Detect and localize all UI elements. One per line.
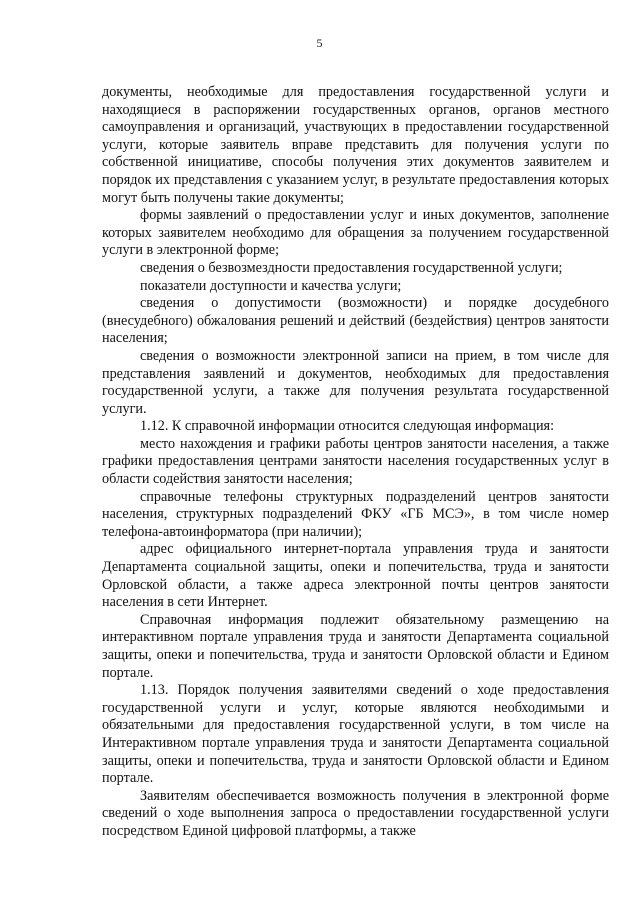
page-number: 5 bbox=[316, 36, 323, 50]
paragraph-section-1-12: 1.12. К справочной информации относится следующая информация: bbox=[140, 418, 555, 435]
document-body bbox=[102, 84, 609, 841]
paragraph-location-schedules: место нахождения и графики работы центров занятости населения, а также графики предоставления центрами занятости населения государственных услуг в области содействия занятости населения; bbox=[102, 435, 609, 488]
paragraph-electronic-appointment: сведения о возможности электронной записи на прием, в том числе для представления заявлений и документов, необходимых для предоставления государственной услуги, а также для получения результата государственной услуги. bbox=[102, 347, 609, 417]
paragraph-portal-address: адрес официального интернет-портала управления труда и занятости Департамента социальной защиты, опеки и попечительства, труда и занятости Орловской области, а также адреса электронной почты центров занятости населения в сети Интернет. bbox=[102, 541, 609, 611]
paragraph-electronic-status: Заявителям обеспечивается возможность получения в электронной форме сведений о ходе выполнения запроса о предоставлении государственной услуги посредством Единой цифровой платформы, а также bbox=[102, 787, 609, 839]
paragraph-reference-phones: справочные телефоны структурных подразделений центров занятости населения, структурных подразделений ФКУ «ГБ МСЭ», в том числе номер телефона-автоинформатора (при наличии); bbox=[102, 488, 609, 540]
paragraph-documents-continuation: документы, необходимые для предоставления государственной услуги и находящиеся в распоряжении государственных органов, органов местного самоуправления и организаций, участвующих в предоставлении государственной услуги, которые заявитель вправе представить для получения услуги по собственной инициативе, способы получения этих документов заявителем и порядок их представления с указанием услуг, в результате предоставления которых могут быть получены такие документы; bbox=[102, 84, 609, 206]
paragraph-free-of-charge: сведения о безвозмездности предоставления государственной услуги; bbox=[140, 259, 563, 276]
paragraph-application-forms: формы заявлений о предоставлении услуг и иных документов, заполнение которых заявителем необходимо для обращения за получением государственной услуги в электронной форме; bbox=[102, 207, 609, 259]
paragraph-mandatory-placement: Справочная информация подлежит обязательному размещению на интерактивном портале управления труда и занятости Департамента социальной защиты, опеки и попечительства, труда и занятости Орловской области и Едином портале. bbox=[102, 611, 609, 681]
paragraph-quality-indicators: показатели доступности и качества услуги; bbox=[140, 277, 402, 294]
paragraph-appeal-procedure: сведения о допустимости (возможности) и порядке досудебного (внесудебного) обжалования решений и действий (бездействия) центров занятости населения; bbox=[102, 295, 609, 347]
paragraph-section-1-13: 1.13. Порядок получения заявителями сведений о ходе предоставления государственной услуги и услуг, которые являются необходимыми и обязательными для предоставления государственной услуги, в том числе на Интерактивном портале управления труда и занятости Департамента социальной защиты, опеки и попечительства, труда и занятости Орловской области и Едином портале. bbox=[102, 682, 609, 787]
